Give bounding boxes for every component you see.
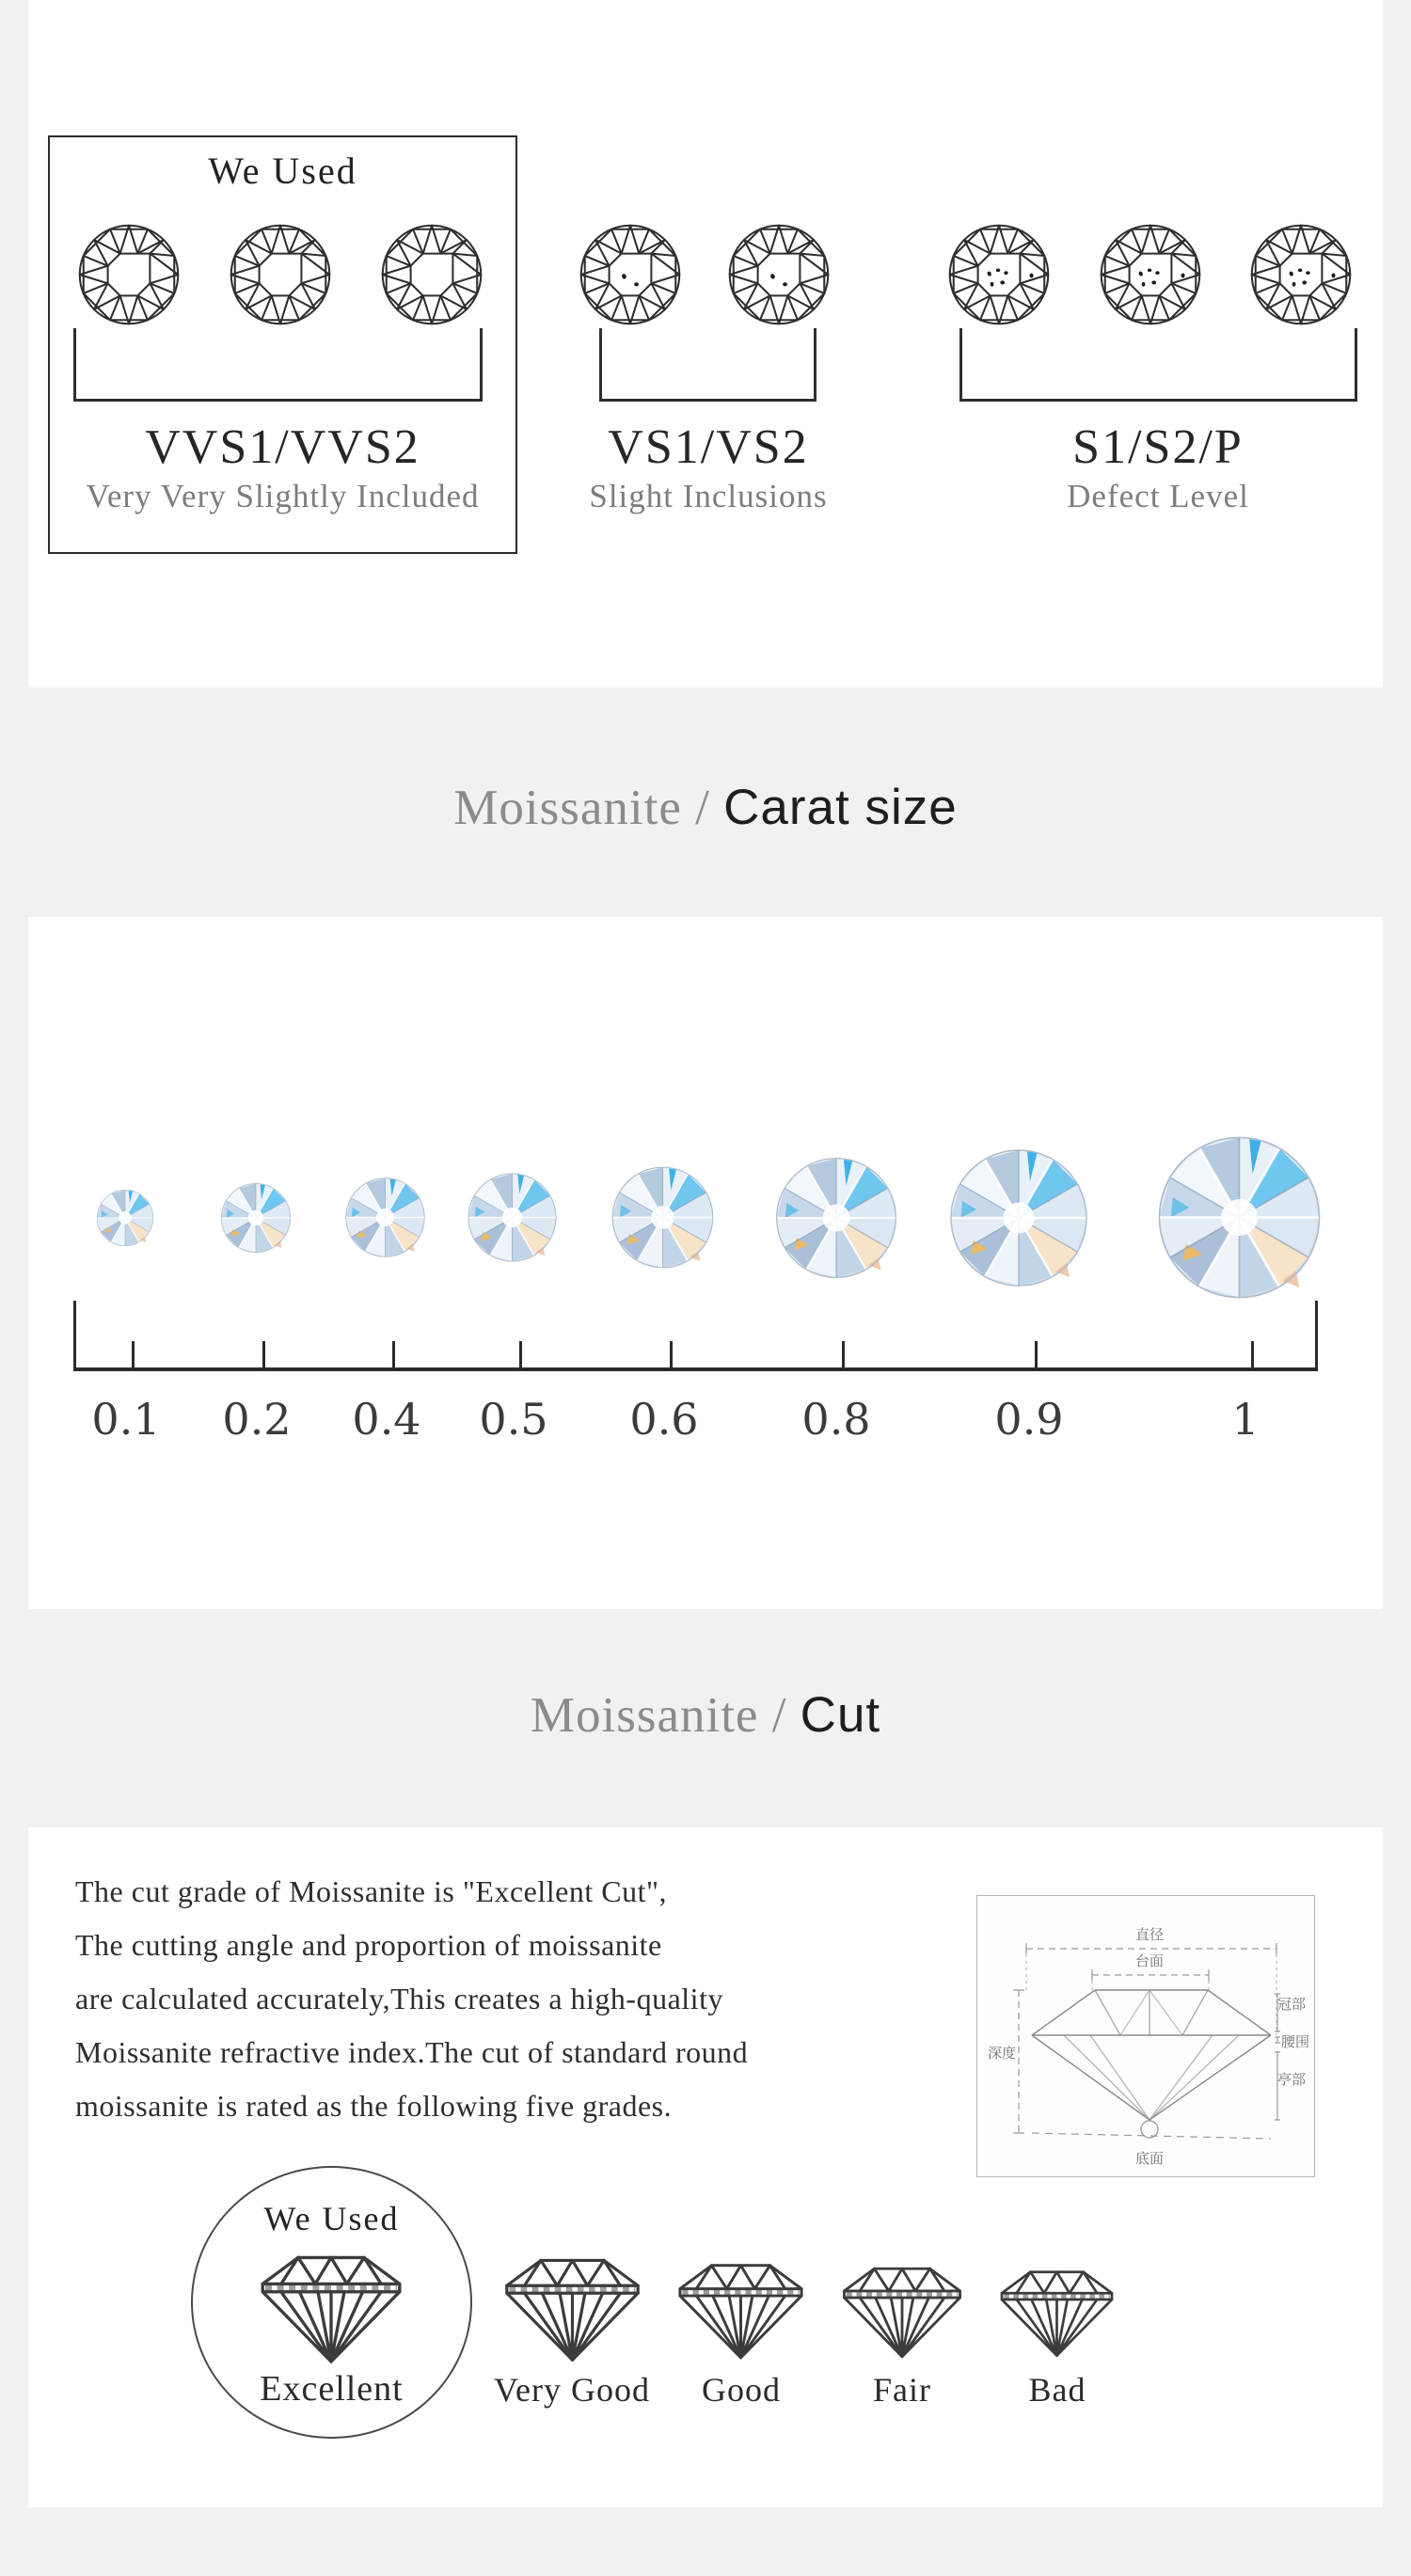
carat-title-black: Carat size bbox=[723, 780, 958, 835]
carat-value-label: 0.8 bbox=[801, 1394, 871, 1445]
carat-value-label: 1 bbox=[1231, 1394, 1260, 1445]
cut-grade-label: Good bbox=[702, 2371, 781, 2409]
clarity-grade-label: VVS1/VVS2 bbox=[145, 420, 420, 474]
carat-title-gray: Moissanite / bbox=[453, 781, 710, 835]
diamond-top-icon bbox=[1248, 222, 1354, 327]
diamond-side-icon bbox=[993, 2250, 1120, 2366]
carat-scale-tick bbox=[1251, 1341, 1254, 1371]
group-bracket bbox=[599, 328, 816, 402]
carat-scale-baseline bbox=[73, 1367, 1318, 1371]
carat-scale-tick bbox=[1035, 1341, 1038, 1371]
carat-scale-end-tick bbox=[1315, 1301, 1318, 1371]
group-bracket bbox=[73, 328, 483, 402]
cut-grade-label: Fair bbox=[873, 2371, 931, 2409]
carat-scale-tick bbox=[519, 1341, 522, 1371]
diamond-top-icon bbox=[228, 222, 333, 327]
diamond-top-icon bbox=[1098, 222, 1203, 327]
cut-paragraph-line: The cut grade of Moissanite is "Excellent Cut", bbox=[75, 1874, 668, 1908]
diamond-photo bbox=[774, 1156, 898, 1280]
diagram-label-crown: 冠部 bbox=[1276, 1997, 1307, 2013]
cut-grade-label: Bad bbox=[1028, 2371, 1086, 2409]
carat-value-label: 0.6 bbox=[629, 1394, 699, 1445]
diagram-label-depth: 深度 bbox=[987, 2046, 1017, 2062]
diamond-top-icon bbox=[726, 222, 832, 327]
carat-value-label: 0.1 bbox=[91, 1394, 161, 1445]
cut-diagram-box bbox=[976, 1895, 1315, 2177]
cut-title-gray: Moissanite / bbox=[530, 1688, 787, 1743]
carat-scale-end-tick bbox=[73, 1301, 76, 1371]
diagram-label-pavilion: 亭部 bbox=[1276, 2072, 1307, 2088]
group-bracket bbox=[959, 328, 1357, 402]
diamond-photo bbox=[948, 1147, 1089, 1288]
diamond-top-icon bbox=[76, 222, 182, 327]
carat-scale-tick bbox=[132, 1341, 135, 1371]
clarity-we-used-badge: We Used bbox=[208, 150, 357, 192]
carat-value-label: 0.5 bbox=[479, 1394, 548, 1445]
carat-section-title bbox=[0, 779, 1411, 836]
cut-title-black: Cut bbox=[800, 1687, 881, 1743]
cut-paragraph-line: Moissanite refractive index.The cut of standard round bbox=[75, 2035, 749, 2069]
diamond-top-icon bbox=[578, 222, 683, 327]
carat-scale-tick bbox=[670, 1341, 673, 1371]
diamond-top-icon bbox=[946, 222, 1052, 327]
clarity-grade-sublabel: Defect Level bbox=[1067, 478, 1249, 514]
cut-we-used-badge: We Used bbox=[263, 2200, 400, 2237]
diamond-photo bbox=[96, 1189, 154, 1247]
diagram-label-diameter: 直径 bbox=[1134, 1927, 1165, 1943]
diamond-photo bbox=[467, 1172, 558, 1263]
clarity-grade-sublabel: Slight Inclusions bbox=[589, 478, 828, 514]
diamond-side-icon bbox=[497, 2240, 648, 2366]
cut-diagram bbox=[977, 1896, 1314, 2176]
diamond-side-icon bbox=[252, 2236, 410, 2368]
cut-section-title bbox=[0, 1686, 1411, 1744]
carat-scale-tick bbox=[262, 1341, 265, 1371]
diagram-label-girdle: 腰围 bbox=[1280, 2034, 1310, 2050]
diamond-photo bbox=[610, 1165, 715, 1270]
carat-value-label: 0.4 bbox=[352, 1394, 421, 1445]
diagram-label-culet: 底面 bbox=[1134, 2151, 1165, 2167]
cut-grade-label: Excellent bbox=[260, 2369, 404, 2409]
clarity-grade-label: VS1/VS2 bbox=[608, 420, 809, 474]
diamond-photo bbox=[220, 1182, 292, 1254]
clarity-grade-label: S1/S2/P bbox=[1072, 420, 1244, 474]
cut-grade-label: Very Good bbox=[494, 2371, 650, 2409]
cut-paragraph-line: are calculated accurately,This creates a high-quality bbox=[75, 1982, 723, 2015]
diamond-side-icon bbox=[835, 2247, 969, 2366]
diamond-side-icon bbox=[671, 2244, 811, 2366]
carat-value-label: 0.9 bbox=[994, 1394, 1064, 1445]
clarity-grade-sublabel: Very Very Slightly Included bbox=[86, 478, 480, 514]
cut-paragraph-line: moissanite is rated as the following five grades. bbox=[75, 2089, 673, 2123]
diamond-top-icon bbox=[379, 222, 484, 327]
carat-value-label: 0.2 bbox=[222, 1394, 292, 1445]
diagram-label-table: 台面 bbox=[1134, 1953, 1165, 1969]
diamond-photo bbox=[344, 1177, 426, 1258]
carat-scale-tick bbox=[842, 1341, 845, 1371]
carat-scale-tick bbox=[392, 1341, 395, 1371]
diamond-photo bbox=[1156, 1134, 1323, 1301]
cut-paragraph-line: The cutting angle and proportion of moissanite bbox=[75, 1928, 662, 1962]
